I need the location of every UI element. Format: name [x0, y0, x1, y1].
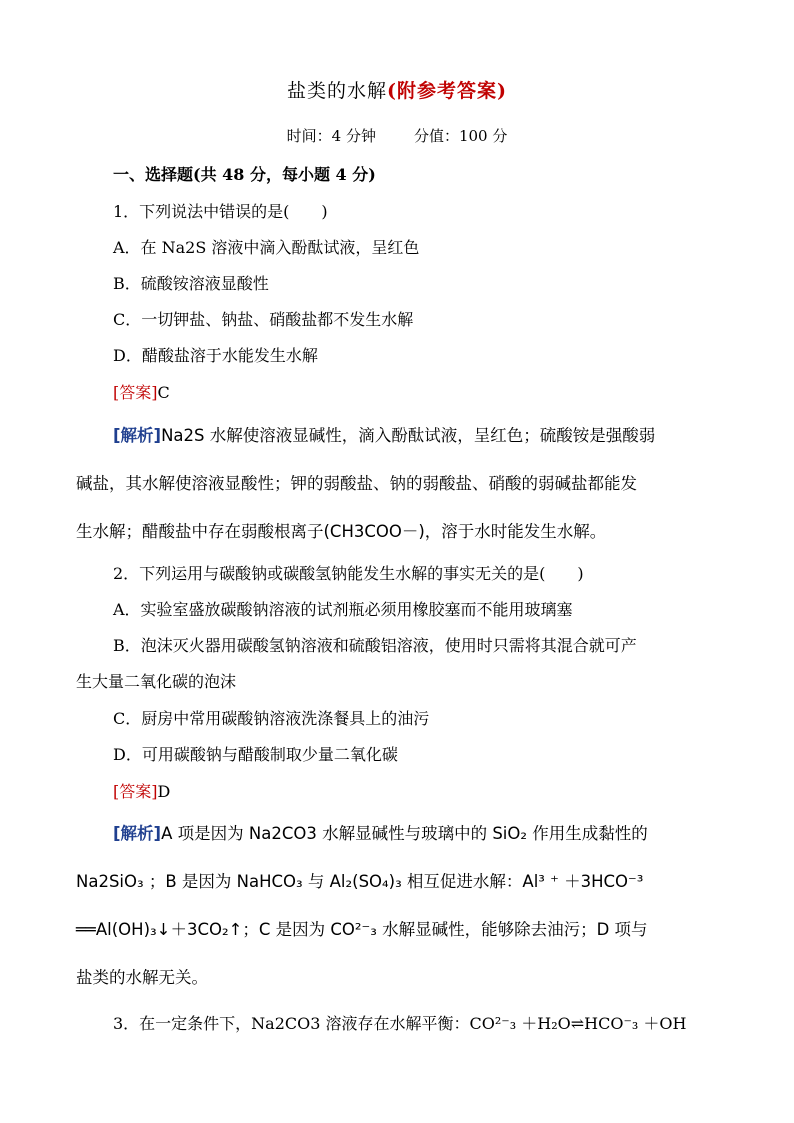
answer-value: D: [157, 782, 171, 801]
exam-meta: [0, 125, 794, 146]
q1-option-a: A．在 Na2S 溶液中滴入酚酞试液，呈红色: [113, 238, 420, 257]
score-label: 分值：100 分: [413, 127, 508, 145]
q1-option-d: D．醋酸盐溶于水能发生水解: [113, 346, 318, 365]
q1-answer: [113, 380, 170, 403]
q1-analysis-line-2: 碱盐，其水解使溶液显酸性；钾的弱酸盐、钠的弱酸盐、硝酸的弱碱盐都能发: [76, 474, 637, 493]
q3-stem: 3．在一定条件下，Na2CO3 溶液存在水解平衡：CO²⁻₃ ＋H₂O⇌HCO⁻₃ ＋OH: [113, 1014, 687, 1033]
q1-stem: 1．下列说法中错误的是( ): [113, 202, 328, 221]
answer-tag: [答案]: [113, 383, 158, 402]
analysis-text: Na2S 水解使溶液显碱性，滴入酚酞试液，呈红色；硫酸铵是强酸弱: [161, 426, 656, 445]
q2-option-a: A．实验室盛放碳酸钠溶液的试剂瓶必须用橡胶塞而不能用玻璃塞: [113, 600, 573, 619]
q1-analysis-line-1: [113, 422, 655, 446]
q2-option-c: C．厨房中常用碳酸钠溶液洗涤餐具上的油污: [113, 709, 430, 728]
page-title: [0, 76, 794, 103]
q2-analysis-line-2: Na2SiO₃ ；B 是因为 NaHCO₃ 与 Al₂(SO₄)₃ 相互促进水解：Al³ ⁺ ＋3HCO⁻³: [76, 872, 644, 891]
analysis-tag: [解析]: [113, 824, 162, 843]
q2-analysis-line-1: [113, 820, 648, 844]
q2-answer: [113, 779, 170, 802]
title-suffix: (附参考答案): [387, 80, 507, 102]
answer-value: C: [157, 383, 170, 402]
title-text: 盐类的水解: [287, 80, 388, 102]
time-label: 时间：4 分钟: [286, 127, 376, 145]
analysis-text: A 项是因为 Na2CO3 水解显碱性与玻璃中的 SiO₂ 作用生成黏性的: [161, 824, 648, 843]
answer-tag: [答案]: [113, 782, 158, 801]
analysis-tag: [解析]: [113, 426, 162, 445]
q2-analysis-line-4: 盐类的水解无关。: [76, 968, 208, 987]
q1-option-b: B．硫酸铵溶液显酸性: [113, 274, 269, 293]
q2-stem: 2．下列运用与碳酸钠或碳酸氢钠能发生水解的事实无关的是( ): [113, 564, 584, 583]
q2-option-b-cont: 生大量二氧化碳的泡沫: [76, 672, 237, 691]
section-heading: 一、选择题(共 48 分，每小题 4 分): [113, 165, 376, 184]
q2-analysis-line-3: ══Al(OH)₃↓＋3CO₂↑；C 是因为 CO²⁻₃ 水解显碱性，能够除去油污；D 项与: [76, 920, 648, 939]
q1-analysis-line-3: 生水解；醋酸盐中存在弱酸根离子(CH3COO－)，溶于水时能发生水解。: [76, 522, 607, 541]
q2-option-b: B．泡沫灭火器用碳酸氢钠溶液和硫酸铝溶液，使用时只需将其混合就可产: [113, 636, 637, 655]
q1-option-c: C．一切钾盐、钠盐、硝酸盐都不发生水解: [113, 310, 414, 329]
q2-option-d: D．可用碳酸钠与醋酸制取少量二氧化碳: [113, 745, 398, 764]
